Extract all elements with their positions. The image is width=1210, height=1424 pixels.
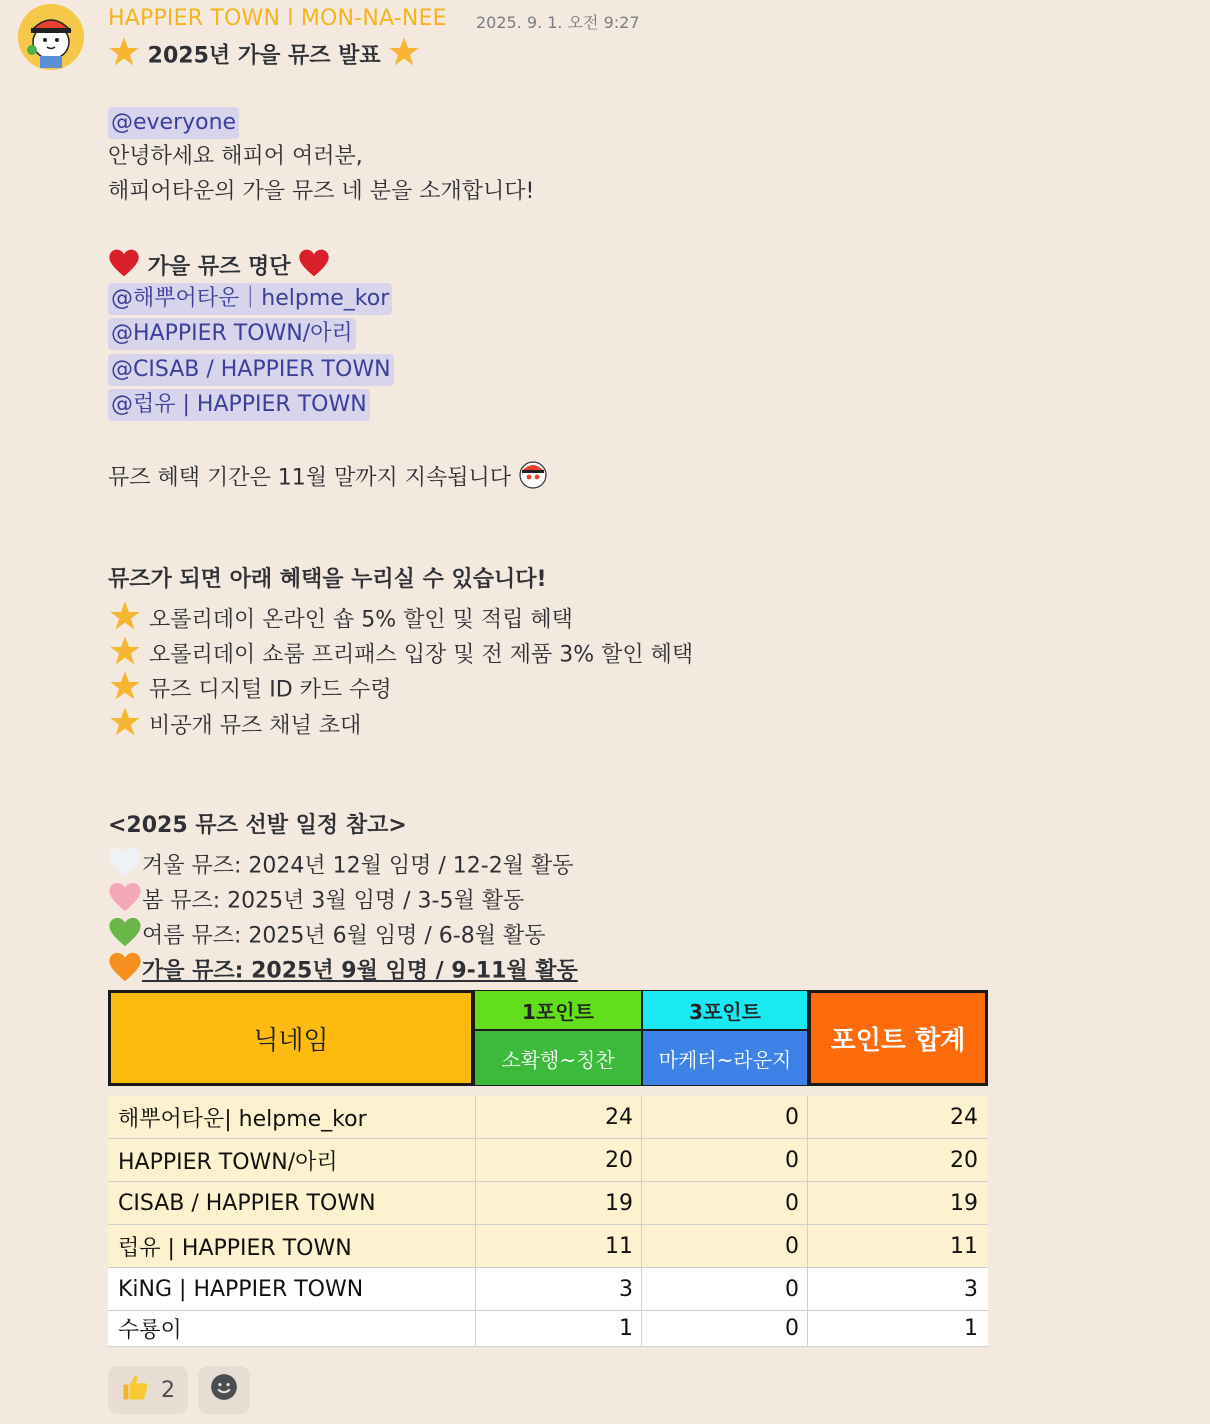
cell-total: 1 (964, 1316, 978, 1341)
schedule-text: 겨울 뮤즈: 2024년 12월 임명 / 12-2월 활동 (142, 853, 574, 879)
cell-1-point: 3 (476, 1268, 642, 1310)
benefits-heading: 뮤즈가 되면 아래 혜택을 누리실 수 있습니다! (108, 567, 547, 592)
period-note-line (108, 459, 548, 498)
greeting-line-1: 안녕하세요 해피어 여러분, (108, 144, 363, 169)
greeting-line-2: 해피어타운의 가을 뮤즈 네 분을 소개합니다! (108, 179, 535, 204)
period-note: 뮤즈 혜택 기간은 11월 말까지 지속됩니다 (108, 465, 511, 491)
table-row (108, 1182, 988, 1225)
smiley-add-icon (210, 1373, 238, 1407)
table-row (108, 1096, 988, 1139)
mention-everyone[interactable]: @everyone (108, 107, 239, 139)
muse-mention[interactable]: @럽유 | HAPPIER TOWN (108, 389, 370, 421)
table-header-1-point-sub: 소확행~칭찬 (474, 1030, 642, 1086)
cell-total: 19 (950, 1190, 978, 1216)
table-body (108, 1096, 988, 1347)
cell-3-point: 0 (642, 1268, 808, 1310)
schedule-heading: <2025 뮤즈 선발 일정 참고> (108, 813, 407, 838)
table-row (108, 1268, 988, 1311)
add-reaction-button[interactable] (198, 1366, 250, 1414)
cell-1-point: 19 (476, 1182, 642, 1224)
benefit-text: 뮤즈 디지털 ID 카드 수령 (149, 677, 392, 703)
mascot-icon (18, 4, 84, 70)
star-icon (108, 706, 142, 747)
schedule-item (108, 951, 578, 992)
cell-3-point: 0 (642, 1096, 808, 1138)
star-icon (108, 670, 142, 711)
thumbs-up-count: 2 (161, 1377, 175, 1403)
mascot-emoji-icon (518, 459, 548, 498)
cell-total: 11 (950, 1233, 978, 1259)
table-header-nickname: 닉네임 (108, 990, 474, 1086)
heart-icon (298, 248, 330, 287)
benefit-text: 오롤리데이 쇼룸 프리패스 입장 및 전 제품 3% 할인 혜택 (149, 642, 694, 668)
star-icon (108, 36, 140, 77)
cell-total: 20 (950, 1147, 978, 1173)
benefit-item (108, 706, 361, 747)
table-row (108, 1225, 988, 1268)
cell-3-point: 0 (642, 1311, 808, 1346)
muse-mention[interactable]: @CISAB / HAPPIER TOWN (108, 354, 394, 386)
cell-1-point: 20 (476, 1139, 642, 1181)
schedule-text: 봄 뮤즈: 2025년 3월 임명 / 3-5월 활동 (142, 888, 525, 914)
cell-nickname: KiNG | HAPPIER TOWN (108, 1268, 476, 1310)
heart-icon (108, 248, 140, 287)
author-avatar[interactable] (18, 4, 84, 70)
schedule-text: 여름 뮤즈: 2025년 6월 임명 / 6-8월 활동 (142, 923, 546, 949)
table-header-1-point: 1포인트 (474, 990, 642, 1030)
cell-1-point: 24 (476, 1096, 642, 1138)
muse-list-heading-line (108, 248, 330, 287)
muse-list-heading: 가을 뮤즈 명단 (147, 254, 291, 280)
announcement-title-line (108, 36, 420, 77)
cell-3-point: 0 (642, 1225, 808, 1267)
message-timestamp: 2025. 9. 1. 오전 9:27 (476, 13, 640, 32)
cell-total: 3 (964, 1276, 978, 1302)
cell-nickname: 수룡이 (108, 1311, 476, 1346)
table-header-3-point-sub: 마케터~라운지 (642, 1030, 808, 1086)
thumbs-up-reaction[interactable] (108, 1366, 188, 1414)
author-name[interactable]: HAPPIER TOWN l MON-NA-NEE (108, 6, 447, 31)
table-header-3-point: 3포인트 (642, 990, 808, 1030)
cell-3-point: 0 (642, 1182, 808, 1224)
thumbs-up-icon (121, 1372, 151, 1408)
cell-1-point: 11 (476, 1225, 642, 1267)
table-row (108, 1311, 988, 1347)
cell-nickname: HAPPIER TOWN/아리 (108, 1139, 476, 1181)
cell-nickname: CISAB / HAPPIER TOWN (108, 1182, 476, 1224)
benefit-text: 오롤리데이 온라인 숍 5% 할인 및 적립 혜택 (149, 607, 573, 633)
announcement-title: 2025년 가을 뮤즈 발표 (147, 43, 381, 69)
table-row (108, 1139, 988, 1182)
table-header-total: 포인트 합계 (808, 990, 988, 1086)
cell-1-point: 1 (476, 1311, 642, 1346)
cell-3-point: 0 (642, 1139, 808, 1181)
muse-mention[interactable]: @해뿌어타운｜helpme_kor (108, 283, 392, 315)
cell-nickname: 해뿌어타운| helpme_kor (108, 1096, 476, 1138)
muse-mention[interactable]: @HAPPIER TOWN/아리 (108, 318, 356, 350)
benefit-item (108, 670, 392, 711)
points-table-image[interactable] (108, 990, 988, 1354)
orange-heart-icon (108, 951, 142, 992)
cell-nickname: 럽유 | HAPPIER TOWN (108, 1225, 476, 1267)
schedule-text-current: 가을 뮤즈: 2025년 9월 임명 / 9-11월 활동 (142, 958, 578, 984)
star-icon (388, 36, 420, 77)
benefit-text: 비공개 뮤즈 채널 초대 (149, 713, 362, 739)
cell-total: 24 (950, 1104, 978, 1130)
